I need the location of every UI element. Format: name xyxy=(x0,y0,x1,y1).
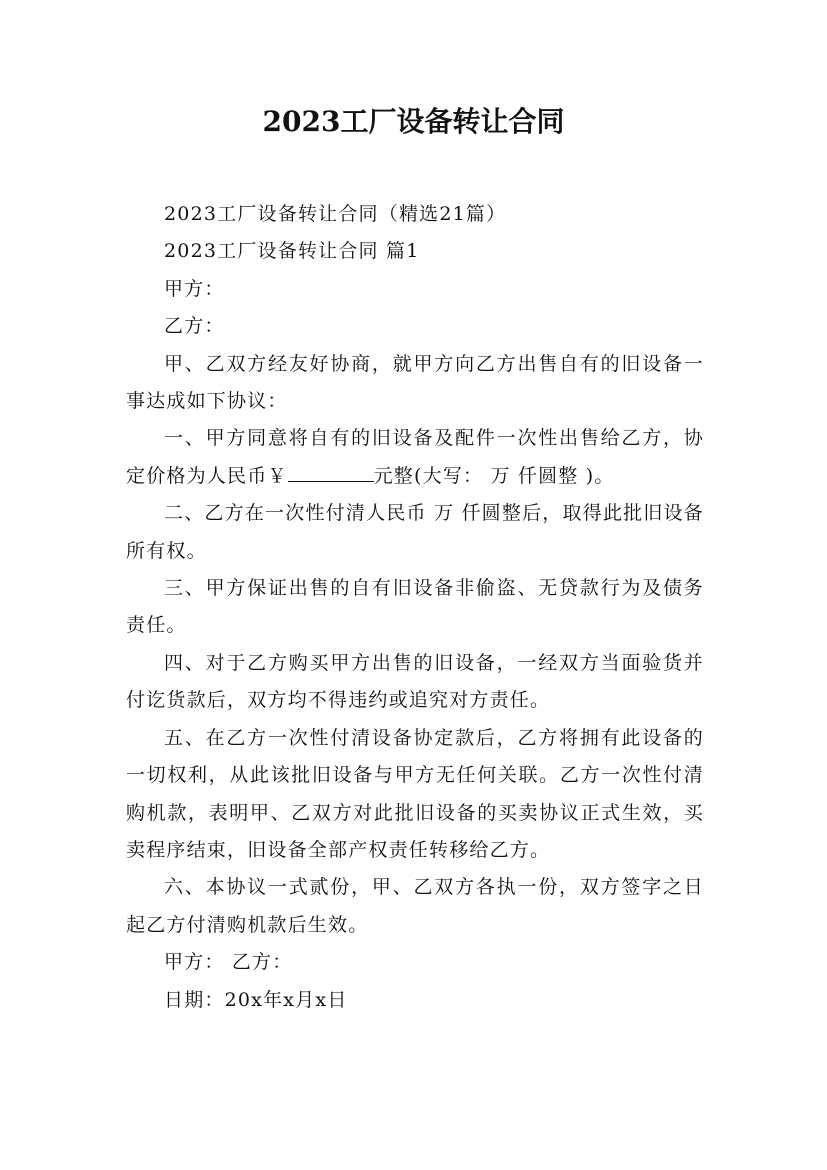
document-subtitle: 2023工厂设备转让合同（精选21篇） xyxy=(164,203,507,225)
clause-1-text-b: 元整(大写： 万 仟圆整 )。 xyxy=(373,464,615,487)
date-line: 日期：20x年x月x日 xyxy=(164,988,348,1011)
document-body xyxy=(126,196,704,1019)
signature-line: 甲方： 乙方： xyxy=(164,951,293,974)
clause-4: 四、对于乙方购买甲方出售的旧设备，一经双方当面验货并付讫货款后，双方均不得违约或追究对方责任。 xyxy=(126,651,704,712)
clause-2: 二、乙方在一次性付清人民币 万 仟圆整后，取得此批旧设备所有权。 xyxy=(126,502,704,562)
clause-1 xyxy=(126,420,704,495)
section-heading: 2023工厂设备转让合同 篇1 xyxy=(164,240,420,263)
party-a-line: 甲方： xyxy=(164,277,225,300)
price-blank-underline xyxy=(288,463,374,482)
intro-paragraph: 甲、乙双方经友好协商，就甲方向乙方出售自有的旧设备一事达成如下协议： xyxy=(126,352,704,413)
clause-6: 六、本协议一式贰份，甲、乙双方各执一份，双方签字之日起乙方付清购机款后生效。 xyxy=(126,876,704,936)
clause-5: 五、在乙方一次性付清设备协定款后，乙方将拥有此设备的一切权利，从此该批旧设备与甲方无任何关联。乙方一次性付清购机款，表明甲、乙双方对此批旧设备的买卖协议正式生效，买卖程序结束，旧设备全部产权责任转移给乙方。 xyxy=(126,726,704,861)
document-title: 2023工厂设备转让合同 xyxy=(262,105,565,138)
party-b-line: 乙方： xyxy=(164,315,225,338)
clause-1-text-a: 一、甲方同意将自有的旧设备及配件一次性出售给乙方，协定价格为人民币￥ xyxy=(126,427,704,487)
clause-3: 三、甲方保证出售的自有旧设备非偷盗、无贷款行为及债务责任。 xyxy=(126,577,704,637)
